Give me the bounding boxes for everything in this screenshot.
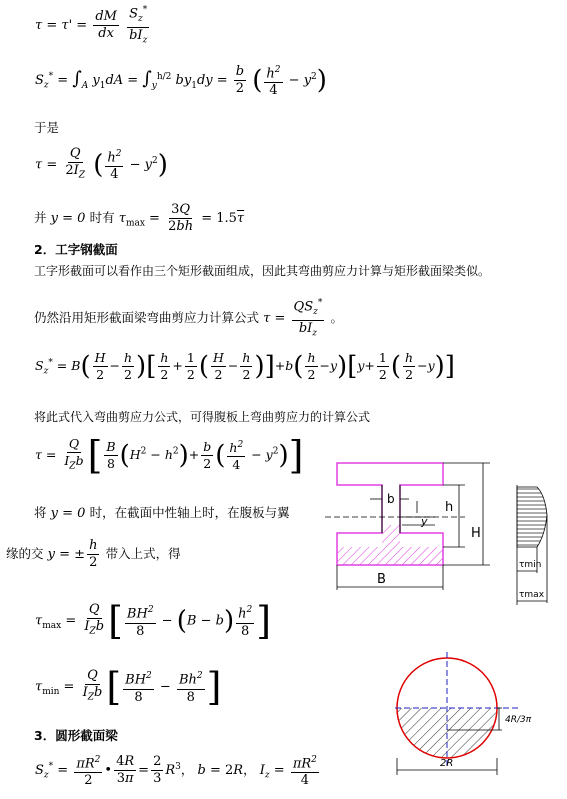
- label-4R-3pi: 4R/3π: [505, 715, 532, 725]
- para-i-beam-intro: 工字形截面可以看作由三个矩形截面组成，因此其弯曲剪应力计算与矩形截面梁类似。: [34, 264, 491, 278]
- formula-tau-rect: τ = $\frac{Q}{2I_Z}$ ( $\frac{h^2}{4}$ − $y^2$): [35, 146, 168, 183]
- formula-tau-ibeam: τ = $\frac{Q}{I_Zb}$ [ $\frac{B}{8}$ $(H^2 - h^2)+$ $\frac{b}{2}$ ( $\frac{h^2}{4}$ − $y^2$)]: [35, 433, 304, 478]
- label-H: H: [471, 526, 481, 541]
- para-neutral-axis: 将 y = 0 时，在截面中性轴上时，在腹板与翼: [34, 505, 290, 521]
- label-b: b: [387, 492, 395, 506]
- label-B: B: [377, 572, 386, 587]
- formula-sz-circle: $S_z^*$ = $\frac{\pi R^2}{2}$ • $\frac{4R}{3\pi}$ = $\frac{2}{3}$ $R^3$， b = 2R， $I_z$ = $\frac{\pi R^2}{4}$: [35, 752, 321, 789]
- formula-tmin-ibeam: $\tau_{min}$ = $\frac{Q}{I_Zb}$ [ $\frac{BH^2}{8}$ − $\frac{Bh^2}{8}$ ]: [35, 665, 222, 709]
- formula-tmax-rect: 并 y = 0 时有 $\tau_{max}$ = $\frac{3Q}{2bh}$ = $1.5\overline{\tau}$: [34, 202, 245, 234]
- text-yushi: 于是: [34, 120, 60, 135]
- label-y: y: [421, 515, 428, 528]
- label-tmax: τmax: [519, 590, 545, 600]
- formula-sz-rect: $S_z^* = \int_A$ $y_1dA = \int_y^{h/2}$ $by_1dy$ = $\frac{b}{2}$ ( $\frac{h^2}{4}$ − $y^2$): [35, 62, 327, 99]
- formula-sz-ibeam: $S_z^* = B$( $\frac{H}{2}$ − $\frac{h}{2}$ )[ $\frac{h}{2}$ + $\frac{1}{2}$ ( $\frac{H}{2}$ − $\frac{h}{2}$ )]+b( $\frac{h}{2}$ −y)[y+ $\frac{1}{2}$ ( $\frac{h}{2}$ −y)]: [35, 350, 455, 382]
- para-web-formula: 将此式代入弯曲剪应力公式，可得腹板上弯曲剪应力的计算公式: [34, 410, 371, 424]
- label-2R: 2R: [440, 758, 454, 769]
- circle-section-diagram: [390, 650, 560, 780]
- label-h: h: [445, 500, 454, 515]
- formula-tau: τ = τ' = $\frac{dM}{dx}$ $\frac{S_z^*}{bI_z}$: [35, 2, 151, 49]
- para-formula-reuse: 仍然沿用矩形截面梁弯曲剪应力计算公式 τ = $\frac{QS_z^*}{bI_z}$ 。: [34, 295, 343, 342]
- heading-i-beam: 2．工字钢截面: [34, 242, 118, 257]
- ibeam-section-diagram: [325, 455, 565, 625]
- formula-tmax-ibeam: $\tau_{max}$ = $\frac{Q}{I_Zb}$ [ $\frac{BH^2}{8}$ − (B − b) $\frac{h^2}{8}$ ]: [35, 599, 272, 643]
- para-flange-junction: 缘的交 y = ± $\frac{h}{2}$ 带入上式，得: [6, 538, 181, 570]
- heading-circular: 3．圆形截面梁: [34, 728, 118, 743]
- label-tmin: τmin: [519, 560, 542, 570]
